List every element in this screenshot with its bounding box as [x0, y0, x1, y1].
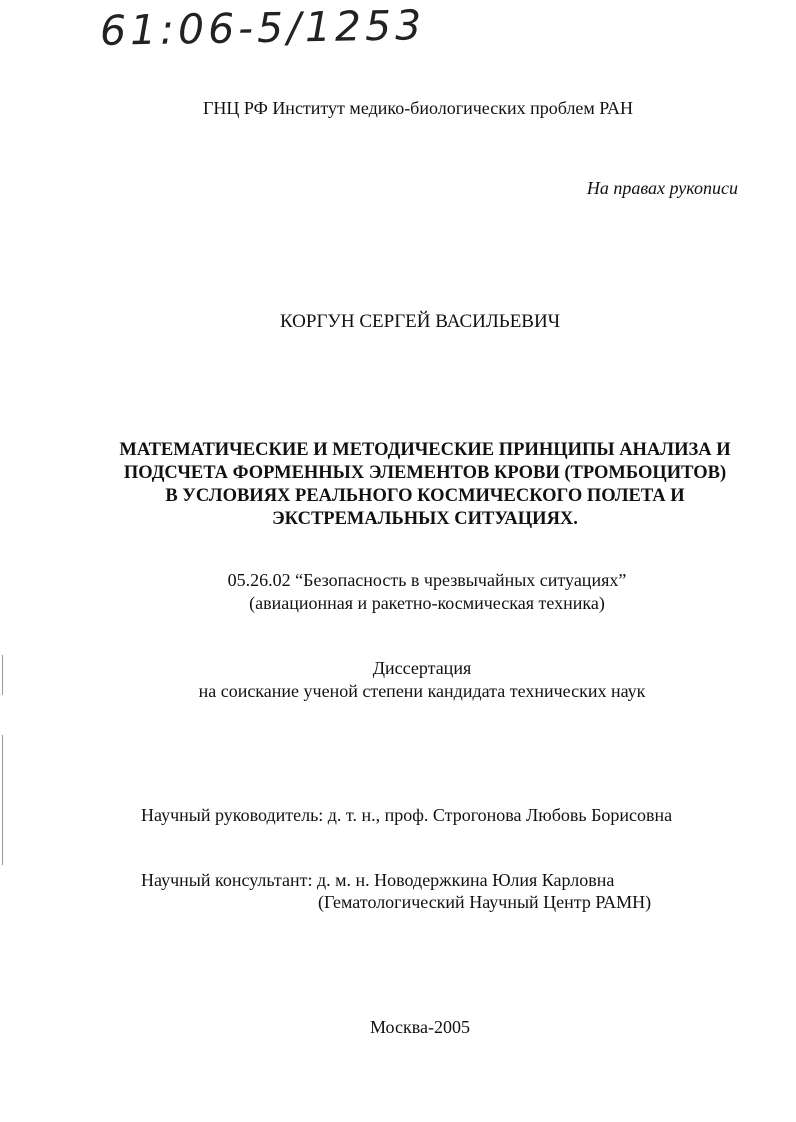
- institute-name: ГНЦ РФ Институт медико-биологических проблем РАН: [202, 98, 634, 118]
- thesis-type: Диссертация: [372, 658, 472, 678]
- specialty-field: (авиационная и ракетно-космическая техника): [249, 593, 605, 613]
- city-year: Москва-2005: [370, 1017, 470, 1037]
- scan-edge-mark: [2, 735, 3, 865]
- consultant-organization: (Гематологический Научный Центр РАМН): [318, 892, 652, 912]
- author-name: КОРГУН СЕРГЕЙ ВАСИЛЬЕВИЧ: [279, 311, 561, 332]
- thesis-block: [0, 657, 796, 703]
- scientific-supervisor: Научный руководитель: д. т. н., проф. Строгонова Любовь Борисовна: [141, 805, 673, 825]
- specialty-block: [0, 569, 796, 615]
- specialty-code: 05.26.02 “Безопасность в чрезвычайных ситуациях”: [227, 570, 627, 590]
- title-line: ПОДСЧЕТА ФОРМЕННЫХ ЭЛЕМЕНТОВ КРОВИ (ТРОМБОЦИТОВ): [123, 463, 727, 483]
- scientific-consultant: Научный консультант: д. м. н. Новодержкина Юлия Карловна: [141, 870, 615, 890]
- archive-number-handwritten: 61:06-5/1253: [99, 1, 426, 55]
- manuscript-rights-note: На правах рукописи: [586, 178, 738, 198]
- title-line: МАТЕМАТИЧЕСКИЕ И МЕТОДИЧЕСКИЕ ПРИНЦИПЫ АНАЛИЗА И: [119, 440, 731, 460]
- dissertation-title: [0, 439, 796, 531]
- thesis-degree: на соискание ученой степени кандидата технических наук: [198, 681, 646, 701]
- title-line: В УСЛОВИЯХ РЕАЛЬНОГО КОСМИЧЕСКОГО ПОЛЕТА И: [165, 486, 685, 506]
- title-line: ЭКСТРЕМАЛЬНЫХ СИТУАЦИЯХ.: [272, 509, 578, 529]
